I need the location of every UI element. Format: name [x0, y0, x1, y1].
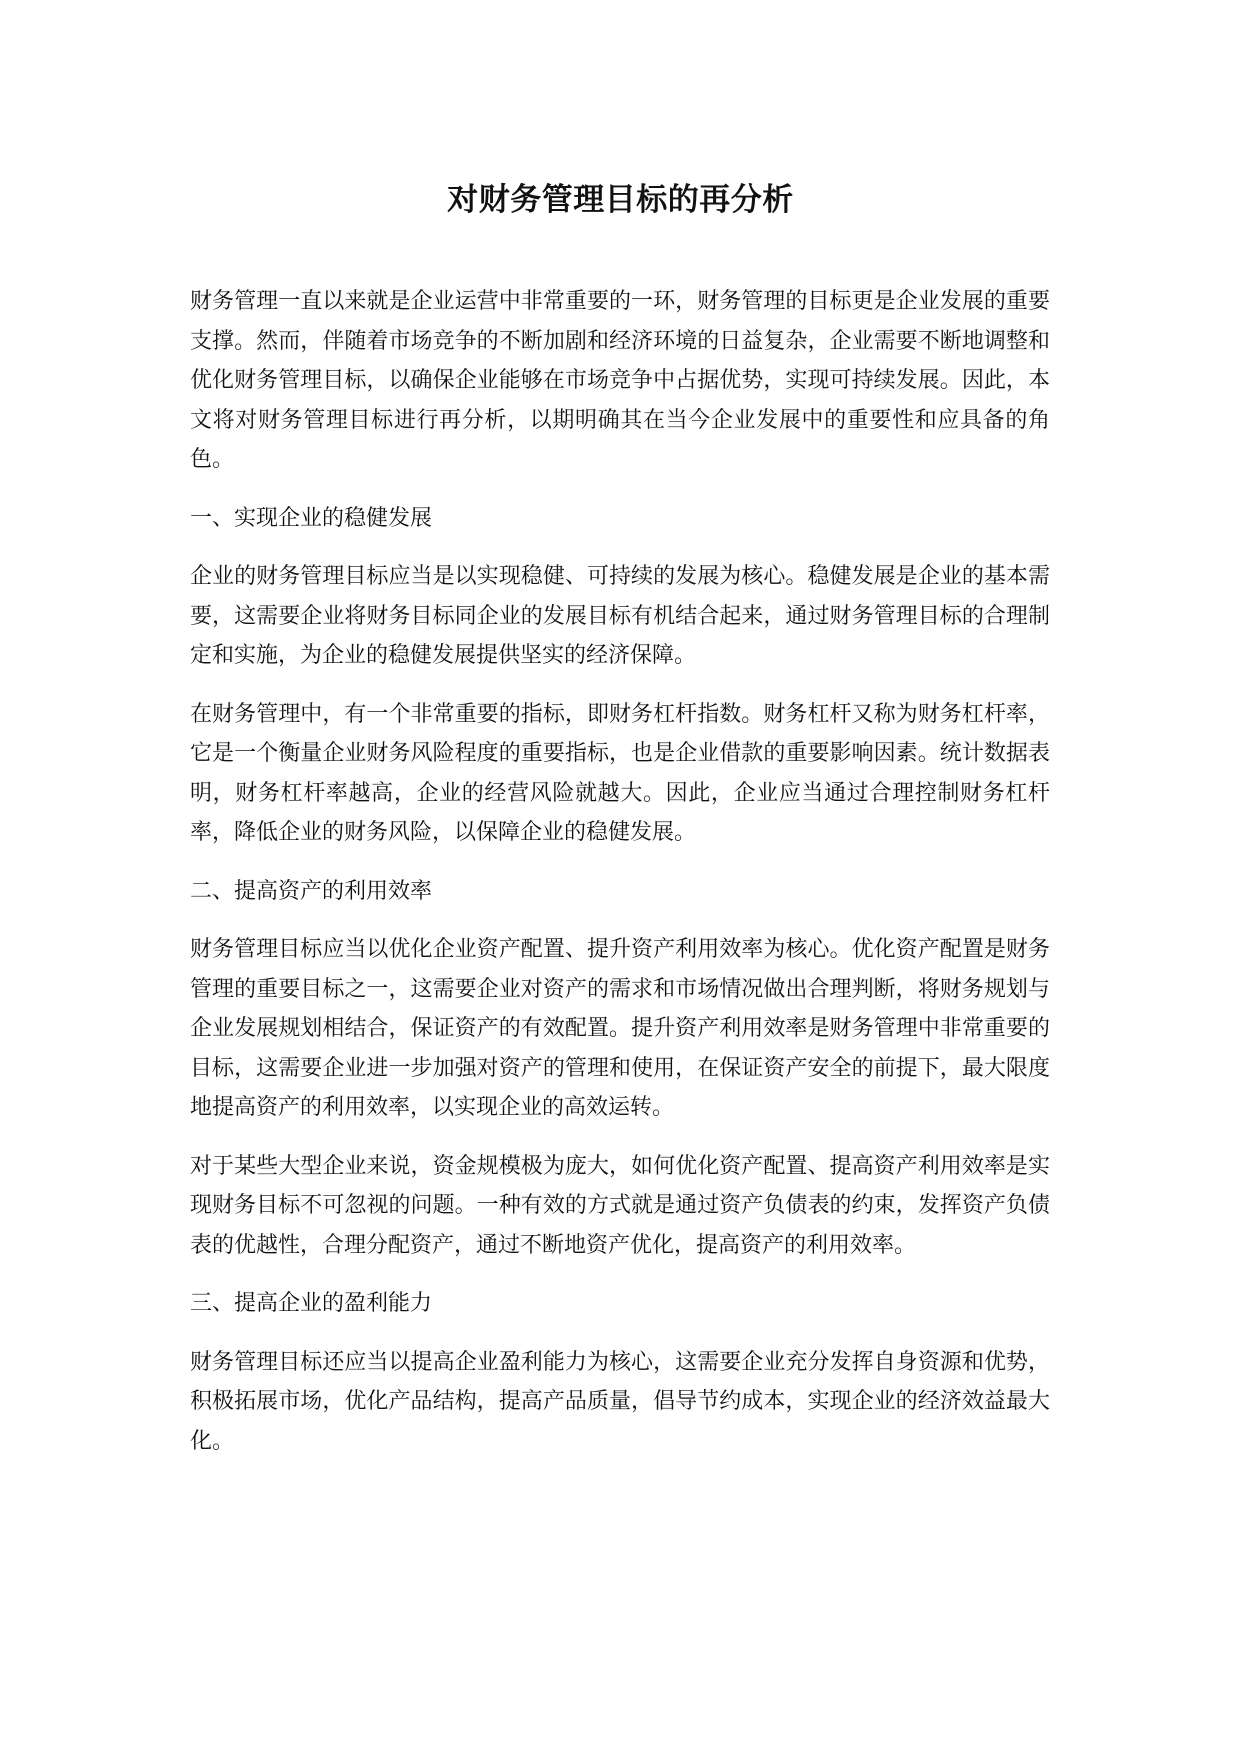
document-body — [190, 282, 1050, 1480]
section-1-paragraph-2: 在财务管理中，有一个非常重要的指标，即财务杠杆指数。财务杠杆又称为财务杠杆率，它是一个衡量企业财务风险程度的重要指标，也是企业借款的重要影响因素。统计数据表明，财务杠杆率越高，企业的经营风险就越大。因此，企业应当通过合理控制财务杠杆率，降低企业的财务风险，以保障企业的稳健发展。 — [190, 701, 1050, 845]
section-heading-2: 二、提高资产的利用效率 — [190, 878, 433, 904]
section-3-paragraph-1: 财务管理目标还应当以提高企业盈利能力为核心，这需要企业充分发挥自身资源和优势，积极拓展市场，优化产品结构，提高产品质量，倡导节约成本，实现企业的经济效益最大化。 — [190, 1349, 1050, 1454]
section-heading-3: 三、提高企业的盈利能力 — [190, 1291, 433, 1316]
section-2-paragraph-2: 对于某些大型企业来说，资金规模极为庞大，如何优化资产配置、提高资产利用效率是实现财务目标不可忽视的问题。一种有效的方式就是通过资产负债表的约束，发挥资产负债表的优越性，合理分配资产，通过不断地资产优化，提高资产的利用效率。 — [190, 1153, 1050, 1258]
intro-paragraph: 财务管理一直以来就是企业运营中非常重要的一环，财务管理的目标更是企业发展的重要支撑。然而，伴随着市场竞争的不断加剧和经济环境的日益复杂，企业需要不断地调整和优化财务管理目标，以确保企业能够在市场竞争中占据优势，实现可持续发展。因此，本文将对财务管理目标进行再分析，以期明确其在当今企业发展中的重要性和应具备的角色。 — [190, 289, 1050, 472]
document-title: 对财务管理目标的再分析 — [447, 182, 794, 218]
section-2-paragraph-1: 财务管理目标应当以优化企业资产配置、提升资产利用效率为核心。优化资产配置是财务管理的重要目标之一，这需要企业对资产的需求和市场情况做出合理判断，将财务规划与企业发展规划相结合，保证资产的有效配置。提升资产利用效率是财务管理中非常重要的目标，这需要企业进一步加强对资产的管理和使用，在保证资产安全的前提下，最大限度地提高资产的利用效率，以实现企业的高效运转。 — [190, 937, 1050, 1120]
section-heading-1: 一、实现企业的稳健发展 — [190, 505, 433, 531]
section-1-paragraph-1: 企业的财务管理目标应当是以实现稳健、可持续的发展为核心。稳健发展是企业的基本需要，这需要企业将财务目标同企业的发展目标有机结合起来，通过财务管理目标的合理制定和实施，为企业的稳健发展提供坚实的经济保障。 — [190, 564, 1050, 668]
